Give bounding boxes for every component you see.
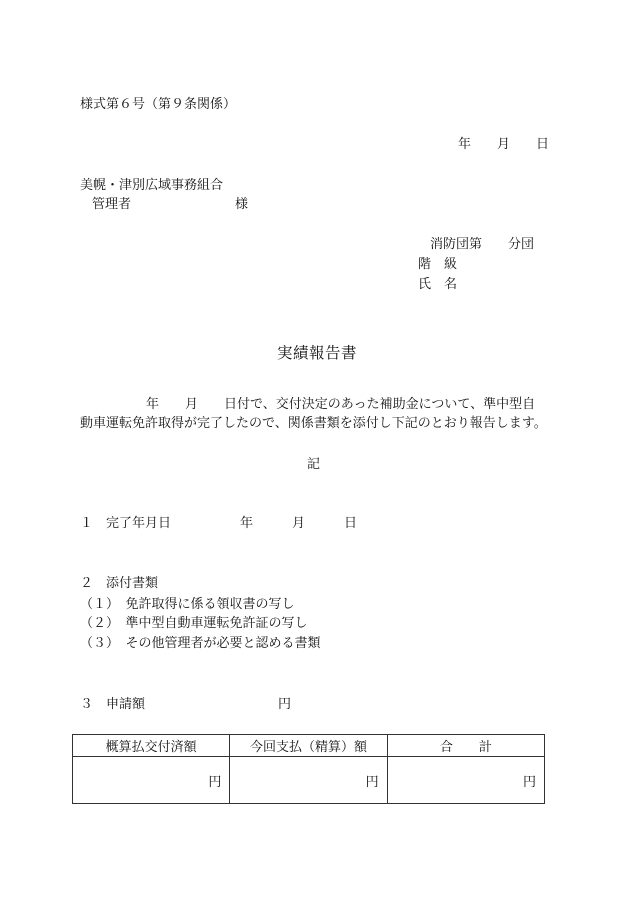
addressee-manager: 管理者 様 [92,197,249,212]
body-line-2: 動車運転免許取得が完了したので、関係書類を添付し下記のとおり報告します。 [80,416,547,431]
header-advance-paid: 概算払交付済額 [73,735,230,757]
cell-advance-paid: 円 [73,757,230,804]
attachment-item: （２） 準中型自動車運転免許証の写し [80,616,308,631]
application-unit: 円 [278,697,292,712]
sender-name: 氏 名 [418,277,458,292]
date-line: 年 月 日 [458,137,550,152]
form-number: 様式第６号（第９条関係） [80,97,237,112]
sender-rank: 階 級 [418,257,458,272]
attachment-item: （１） 免許取得に係る領収書の写し [80,597,295,612]
addressee-organization: 美幌・津別広域事務組合 [80,178,224,193]
header-total: 合 計 [387,735,544,757]
cell-total: 円 [387,757,544,804]
amount-table [72,734,545,804]
table-header-row [73,735,545,757]
completion-label: １ 完了年月日 [80,516,172,531]
sender-unit: 消防団第 分団 [430,237,535,252]
application-label: ３ 申請額 [80,697,146,712]
body-line-1: 年 月 日付で、交付決定のあった補助金について、準中型自 [146,397,536,412]
completion-date: 年 月 日 [240,516,358,531]
attachment-item: （３） その他管理者が必要と認める書類 [80,636,321,651]
document-title: 実績報告書 [277,344,358,362]
ki-marker: 記 [307,457,321,472]
cell-current-payment: 円 [230,757,387,804]
attachments-heading: ２ 添付書類 [80,576,159,591]
table-row [73,757,545,804]
header-current-payment: 今回支払（精算）額 [230,735,387,757]
